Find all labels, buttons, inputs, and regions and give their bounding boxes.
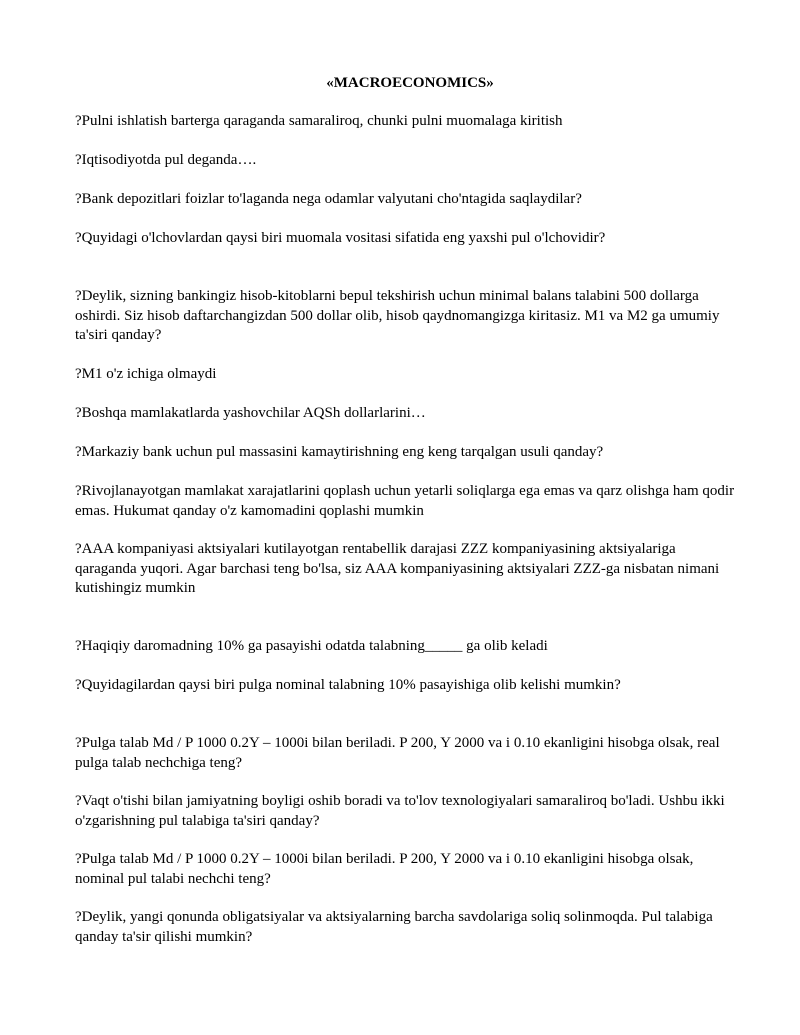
question-11: ?Haqiqiy daromadning 10% ga pasayishi odatda talabning_____ ga olib keladi (75, 638, 548, 654)
question-12: ?Quyidagilardan qaysi biri pulga nominal talabning 10% pasayishiga olib kelishi mumkin? (75, 677, 621, 693)
question-3: ?Bank depozitlari foizlar to'laganda nega odamlar valyutani cho'ntagida saqlaydilar? (75, 191, 582, 207)
question-1: ?Pulni ishlatish barterga qaraganda samaraliroq, chunki pulni muomalaga kiritish (75, 113, 563, 129)
question-4: ?Quyidagi o'lchovlardan qaysi biri muomala vositasi sifatida eng yaxshi pul o'lchovidir? (75, 230, 606, 246)
question-10: ?AAA kompaniyasi aktsiyalari kutilayotgan rentabellik darajasi ZZZ kompaniyasining aktsiyalariga qaraganda yuqori. Agar barchasi teng bo'lsa, siz AAA kompaniyasining aktsiyalari ZZZ-ga nisbatan nimani kutishingiz mumkin (75, 541, 720, 596)
question-7: ?Boshqa mamlakatlarda yashovchilar AQSh dollarlarini… (75, 405, 426, 421)
document-title: «MACROECONOMICS» (326, 75, 494, 91)
question-16: ?Deylik, yangi qonunda obligatsiyalar va aktsiyalarning barcha savdolariga soliq solinmoqda. Pul talabiga qanday ta'sir qilishi mumkin? (75, 909, 713, 945)
question-15: ?Pulga talab Md / P 1000 0.2Y – 1000i bilan beriladi. P 200, Y 2000 va i 0.10 ekanligini hisobga olsak, nominal pul talabi nechchi teng? (75, 851, 694, 887)
question-2: ?Iqtisodiyotda pul deganda…. (75, 152, 257, 168)
question-14: ?Vaqt o'tishi bilan jamiyatning boyligi oshib boradi va to'lov texnologiyalari samaraliroq bo'ladi. Ushbu ikki o'zgarishning pul talabiga ta'siri qanday? (75, 793, 725, 829)
question-8: ?Markaziy bank uchun pul massasini kamaytirishning eng keng tarqalgan usuli qanday? (75, 444, 604, 460)
question-13: ?Pulga talab Md / P 1000 0.2Y – 1000i bilan beriladi. P 200, Y 2000 va i 0.10 ekanligini hisobga olsak, real pulga talab nechchiga teng? (75, 735, 720, 771)
question-6: ?M1 o'z ichiga olmaydi (75, 366, 217, 382)
question-5: ?Deylik, sizning bankingiz hisob-kitoblarni bepul tekshirish uchun minimal balans talabini 500 dollarga oshirdi. Siz hisob daftarchangizdan 500 dollar olib, hisob qaydnomangizga kiritasiz. M1 va M2 ga umumiy ta'siri qanday? (75, 288, 720, 343)
question-9: ?Rivojlanayotgan mamlakat xarajatlarini qoplash uchun yetarli soliqlarga ega emas va qarz olishga ham qodir emas. Hukumat qanday o'z kamomadini qoplashi mumkin (75, 483, 735, 519)
